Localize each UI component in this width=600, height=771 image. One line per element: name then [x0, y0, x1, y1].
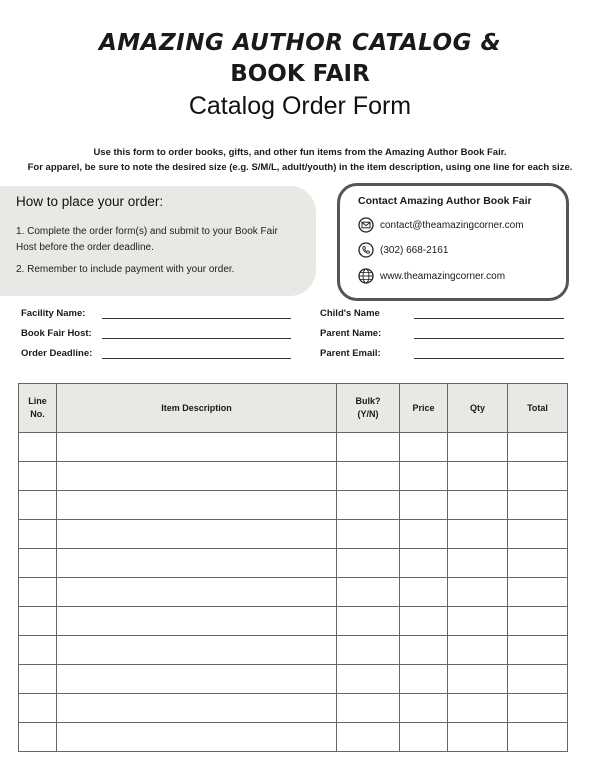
item-description-cell[interactable]: [57, 549, 337, 578]
price-cell[interactable]: [400, 578, 448, 607]
facility-name-label: Facility Name:: [21, 308, 86, 319]
title-line-1: AMAZING AUTHOR CATALOG &: [98, 30, 502, 56]
line-no-cell[interactable]: [19, 433, 57, 462]
order-table: [18, 383, 568, 752]
col-line-no: Line No.: [19, 384, 57, 433]
line-no-cell[interactable]: [19, 694, 57, 723]
table-row: [19, 578, 568, 607]
qty-cell[interactable]: [448, 433, 508, 462]
total-cell[interactable]: [508, 520, 568, 549]
qty-cell[interactable]: [448, 549, 508, 578]
table-row: [19, 665, 568, 694]
price-cell[interactable]: [400, 520, 448, 549]
title-line-2: BOOK FAIR: [230, 61, 370, 87]
qty-cell[interactable]: [448, 665, 508, 694]
total-cell[interactable]: [508, 723, 568, 752]
price-cell[interactable]: [400, 433, 448, 462]
book-fair-host-label: Book Fair Host:: [21, 328, 92, 339]
price-cell[interactable]: [400, 491, 448, 520]
facility-name-input-line[interactable]: [102, 318, 291, 319]
table-body: [19, 433, 568, 752]
line-no-cell[interactable]: [19, 636, 57, 665]
bulk-cell[interactable]: [337, 636, 400, 665]
phone-icon: [358, 242, 374, 258]
table-row: [19, 636, 568, 665]
col-price: Price: [400, 384, 448, 433]
col-bulk: Bulk? (Y/N): [337, 384, 400, 433]
table-row: [19, 520, 568, 549]
parent-name-input-line[interactable]: [414, 338, 564, 339]
parent-name-label: Parent Name:: [320, 328, 382, 339]
contact-phone-row: [358, 240, 448, 260]
childs-name-input-line[interactable]: [414, 318, 564, 319]
item-description-cell[interactable]: [57, 636, 337, 665]
table-row: [19, 491, 568, 520]
table-row: [19, 549, 568, 578]
line-no-cell[interactable]: [19, 665, 57, 694]
item-description-cell[interactable]: [57, 607, 337, 636]
bulk-cell[interactable]: [337, 723, 400, 752]
line-no-cell[interactable]: [19, 462, 57, 491]
table-row: [19, 694, 568, 723]
total-cell[interactable]: [508, 462, 568, 491]
parent-email-label: Parent Email:: [320, 348, 381, 359]
globe-icon: [358, 268, 374, 284]
total-cell[interactable]: [508, 578, 568, 607]
email-icon: [358, 217, 374, 233]
total-cell[interactable]: [508, 694, 568, 723]
qty-cell[interactable]: [448, 723, 508, 752]
contact-email-row: [358, 215, 524, 235]
item-description-cell[interactable]: [57, 578, 337, 607]
table-row: [19, 433, 568, 462]
parent-email-input-line[interactable]: [414, 358, 564, 359]
item-description-cell[interactable]: [57, 520, 337, 549]
qty-cell[interactable]: [448, 578, 508, 607]
bulk-cell[interactable]: [337, 549, 400, 578]
line-no-cell[interactable]: [19, 607, 57, 636]
price-cell[interactable]: [400, 462, 448, 491]
qty-cell[interactable]: [448, 636, 508, 665]
item-description-cell[interactable]: [57, 694, 337, 723]
intro-line-1: Use this form to order books, gifts, and other fun items from the Amazing Author Book Fair.: [93, 147, 507, 158]
line-no-cell[interactable]: [19, 723, 57, 752]
total-cell[interactable]: [508, 636, 568, 665]
order-deadline-label: Order Deadline:: [21, 348, 93, 359]
qty-cell[interactable]: [448, 520, 508, 549]
book-fair-host-input-line[interactable]: [102, 338, 291, 339]
col-qty: Qty: [448, 384, 508, 433]
qty-cell[interactable]: [448, 462, 508, 491]
table-header-row: [19, 384, 568, 433]
qty-cell[interactable]: [448, 491, 508, 520]
item-description-cell[interactable]: [57, 462, 337, 491]
line-no-cell[interactable]: [19, 549, 57, 578]
childs-name-label: Child's Name: [320, 308, 380, 319]
col-total: Total: [508, 384, 568, 433]
table-row: [19, 462, 568, 491]
price-cell[interactable]: [400, 607, 448, 636]
bulk-cell[interactable]: [337, 520, 400, 549]
price-cell[interactable]: [400, 723, 448, 752]
total-cell[interactable]: [508, 607, 568, 636]
table-row: [19, 607, 568, 636]
how-to-step1-line1: 1. Complete the order form(s) and submit to your Book Fair: [16, 226, 278, 237]
intro-line-2: For apparel, be sure to note the desired size (e.g. S/M/L, adult/youth) in the item description, using one line for each size.: [27, 162, 573, 173]
price-cell[interactable]: [400, 636, 448, 665]
bulk-cell[interactable]: [337, 694, 400, 723]
bulk-cell[interactable]: [337, 578, 400, 607]
intro-text: [0, 145, 600, 175]
qty-cell[interactable]: [448, 694, 508, 723]
bulk-cell[interactable]: [337, 665, 400, 694]
line-no-cell[interactable]: [19, 578, 57, 607]
item-description-cell[interactable]: [57, 491, 337, 520]
contact-phone[interactable]: (302) 668-2161: [380, 244, 449, 256]
total-cell[interactable]: [508, 549, 568, 578]
price-cell[interactable]: [400, 665, 448, 694]
table-row: [19, 723, 568, 752]
item-description-cell[interactable]: [57, 433, 337, 462]
line-no-cell[interactable]: [19, 520, 57, 549]
total-cell[interactable]: [508, 433, 568, 462]
line-no-cell[interactable]: [19, 491, 57, 520]
price-cell[interactable]: [400, 549, 448, 578]
col-item-description: Item Description: [57, 384, 337, 433]
bulk-cell[interactable]: [337, 491, 400, 520]
contact-title: Contact Amazing Author Book Fair: [358, 195, 532, 207]
bulk-cell[interactable]: [337, 462, 400, 491]
how-to-step1-line2: Host before the order deadline.: [16, 242, 154, 253]
qty-cell[interactable]: [448, 607, 508, 636]
how-to-title: How to place your order:: [16, 194, 164, 209]
price-cell[interactable]: [400, 694, 448, 723]
item-description-cell[interactable]: [57, 665, 337, 694]
bulk-cell[interactable]: [337, 433, 400, 462]
how-to-step2: 2. Remember to include payment with your order.: [16, 264, 235, 275]
contact-email[interactable]: contact@theamazingcorner.com: [380, 219, 524, 231]
total-cell[interactable]: [508, 665, 568, 694]
order-deadline-input-line[interactable]: [102, 358, 291, 359]
contact-website[interactable]: www.theamazingcorner.com: [380, 270, 506, 282]
total-cell[interactable]: [508, 491, 568, 520]
item-description-cell[interactable]: [57, 723, 337, 752]
contact-website-row: [358, 266, 505, 286]
bulk-cell[interactable]: [337, 607, 400, 636]
form-subtitle: Catalog Order Form: [188, 92, 412, 120]
